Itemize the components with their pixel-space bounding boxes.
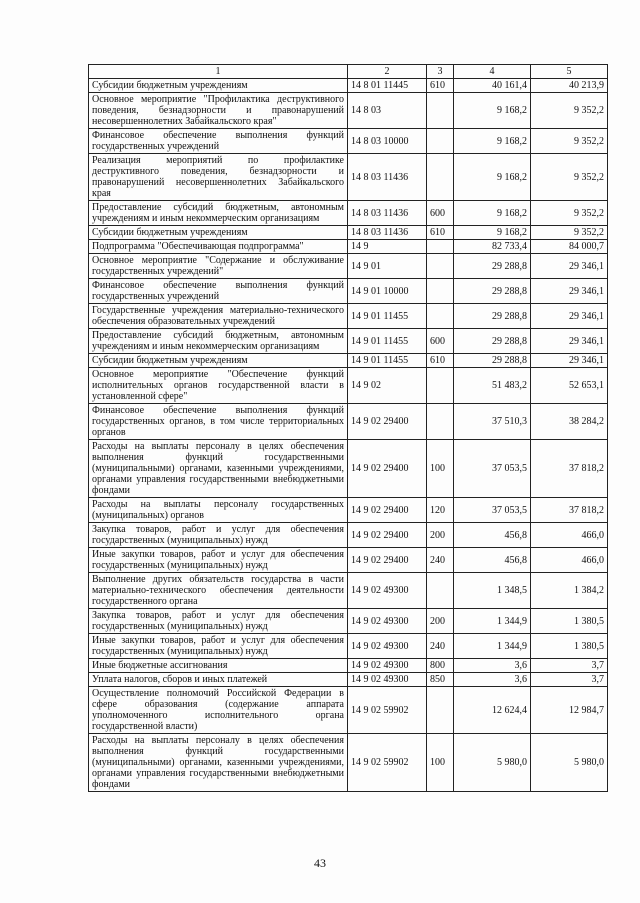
row-amount-year2-cell: 9 352,2 [531, 154, 608, 201]
row-name-cell: Финансовое обеспечение выполнения функций государственных учреждений [89, 129, 348, 154]
row-amount-year2-cell: 29 346,1 [531, 304, 608, 329]
table-row [89, 673, 608, 687]
row-expense-type-cell [427, 279, 454, 304]
row-code-cell: 14 9 02 [348, 368, 427, 404]
row-code-cell: 14 9 01 11455 [348, 329, 427, 354]
row-name-cell: Иные закупки товаров, работ и услуг для обеспечения государственных (муниципальных) нужд [89, 548, 348, 573]
row-amount-year1-cell: 9 168,2 [454, 226, 531, 240]
table-row [89, 687, 608, 734]
row-amount-year1-cell: 29 288,8 [454, 304, 531, 329]
row-expense-type-cell: 800 [427, 659, 454, 673]
row-amount-year1-cell: 1 348,5 [454, 573, 531, 609]
table-row [89, 548, 608, 573]
row-amount-year1-cell: 29 288,8 [454, 329, 531, 354]
budget-table [88, 64, 608, 792]
row-amount-year2-cell: 9 352,2 [531, 201, 608, 226]
row-expense-type-cell [427, 240, 454, 254]
row-name-cell: Расходы на выплаты персоналу в целях обеспечения выполнения функций государственными (муниципальными) органами, казенными учреждениями, органами управления государственными внебюджетными фондами [89, 440, 348, 498]
table-row [89, 226, 608, 240]
row-code-cell: 14 9 02 29400 [348, 440, 427, 498]
row-expense-type-cell: 610 [427, 79, 454, 93]
row-amount-year2-cell: 37 818,2 [531, 440, 608, 498]
row-amount-year1-cell: 9 168,2 [454, 129, 531, 154]
row-code-cell: 14 8 03 11436 [348, 201, 427, 226]
row-amount-year1-cell: 9 168,2 [454, 154, 531, 201]
row-amount-year1-cell: 37 053,5 [454, 440, 531, 498]
table-row [89, 79, 608, 93]
row-amount-year2-cell: 9 352,2 [531, 129, 608, 154]
row-amount-year1-cell: 9 168,2 [454, 201, 531, 226]
row-code-cell: 14 9 [348, 240, 427, 254]
table-row [89, 523, 608, 548]
row-name-cell: Расходы на выплаты персоналу государственных (муниципальных) органов [89, 498, 348, 523]
row-expense-type-cell: 600 [427, 201, 454, 226]
row-expense-type-cell: 200 [427, 523, 454, 548]
row-expense-type-cell [427, 687, 454, 734]
row-code-cell: 14 8 03 10000 [348, 129, 427, 154]
table-row [89, 498, 608, 523]
row-amount-year1-cell: 456,8 [454, 523, 531, 548]
row-amount-year2-cell: 29 346,1 [531, 254, 608, 279]
row-name-cell: Закупка товаров, работ и услуг для обеспечения государственных (муниципальных) нужд [89, 609, 348, 634]
row-amount-year2-cell: 37 818,2 [531, 498, 608, 523]
row-code-cell: 14 9 02 49300 [348, 573, 427, 609]
row-name-cell: Осуществление полномочий Российской Федерации в сфере образования (содержание аппарата уполномоченного исполнительного органа государственной власти) [89, 687, 348, 734]
row-name-cell: Предоставление субсидий бюджетным, автономным учреждениям и иным некоммерческим организациям [89, 329, 348, 354]
row-name-cell: Финансовое обеспечение выполнения функций государственных органов, в том числе территориальных органов [89, 404, 348, 440]
table-row [89, 240, 608, 254]
row-amount-year2-cell: 38 284,2 [531, 404, 608, 440]
row-name-cell: Субсидии бюджетным учреждениям [89, 226, 348, 240]
row-name-cell: Основное мероприятие "Содержание и обслуживание государственных учреждений" [89, 254, 348, 279]
table-row [89, 634, 608, 659]
row-amount-year1-cell: 82 733,4 [454, 240, 531, 254]
row-code-cell: 14 9 01 11455 [348, 354, 427, 368]
row-amount-year1-cell: 40 161,4 [454, 79, 531, 93]
row-name-cell: Финансовое обеспечение выполнения функций государственных учреждений [89, 279, 348, 304]
row-amount-year2-cell: 29 346,1 [531, 329, 608, 354]
row-code-cell: 14 9 02 29400 [348, 498, 427, 523]
row-expense-type-cell: 200 [427, 609, 454, 634]
header-col-3: 3 [427, 65, 454, 79]
row-amount-year2-cell: 1 380,5 [531, 609, 608, 634]
row-expense-type-cell: 100 [427, 440, 454, 498]
row-code-cell: 14 9 02 29400 [348, 548, 427, 573]
row-name-cell: Предоставление субсидий бюджетным, автономным учреждениям и иным некоммерческим организациям [89, 201, 348, 226]
row-name-cell: Расходы на выплаты персоналу в целях обеспечения выполнения функций государственными (муниципальными) органами, казенными учреждениями, органами управления государственными внебюджетными фондами [89, 734, 348, 792]
row-expense-type-cell: 240 [427, 634, 454, 659]
table-row [89, 304, 608, 329]
row-amount-year2-cell: 3,7 [531, 673, 608, 687]
row-expense-type-cell: 120 [427, 498, 454, 523]
table-row [89, 609, 608, 634]
row-code-cell: 14 8 03 11436 [348, 226, 427, 240]
header-col-1: 1 [89, 65, 348, 79]
row-name-cell: Субсидии бюджетным учреждениям [89, 79, 348, 93]
row-amount-year1-cell: 3,6 [454, 673, 531, 687]
row-expense-type-cell: 600 [427, 329, 454, 354]
row-amount-year2-cell: 52 653,1 [531, 368, 608, 404]
header-col-4: 4 [454, 65, 531, 79]
row-amount-year2-cell: 466,0 [531, 548, 608, 573]
row-name-cell: Реализация мероприятий по профилактике деструктивного поведения, безнадзорности и правонарушений несовершеннолетних Забайкальского края [89, 154, 348, 201]
table-row [89, 440, 608, 498]
row-amount-year2-cell: 9 352,2 [531, 226, 608, 240]
row-amount-year1-cell: 29 288,8 [454, 279, 531, 304]
row-code-cell: 14 9 01 11455 [348, 304, 427, 329]
row-amount-year2-cell: 466,0 [531, 523, 608, 548]
row-code-cell: 14 8 01 11445 [348, 79, 427, 93]
row-amount-year2-cell: 5 980,0 [531, 734, 608, 792]
table-row [89, 573, 608, 609]
row-amount-year2-cell: 9 352,2 [531, 93, 608, 129]
row-amount-year1-cell: 29 288,8 [454, 354, 531, 368]
row-expense-type-cell [427, 368, 454, 404]
row-amount-year2-cell: 29 346,1 [531, 354, 608, 368]
row-name-cell: Основное мероприятие "Профилактика деструктивного поведения, безнадзорности и правонарушений несовершеннолетних Забайкальского края" [89, 93, 348, 129]
row-name-cell: Иные закупки товаров, работ и услуг для обеспечения государственных (муниципальных) нужд [89, 634, 348, 659]
row-amount-year1-cell: 456,8 [454, 548, 531, 573]
row-code-cell: 14 9 02 49300 [348, 659, 427, 673]
row-amount-year1-cell: 51 483,2 [454, 368, 531, 404]
table-row [89, 354, 608, 368]
row-code-cell: 14 9 01 10000 [348, 279, 427, 304]
header-col-5: 5 [531, 65, 608, 79]
table-row [89, 659, 608, 673]
page-number: 43 [314, 856, 326, 870]
row-expense-type-cell: 610 [427, 354, 454, 368]
row-expense-type-cell [427, 93, 454, 129]
row-amount-year1-cell: 29 288,8 [454, 254, 531, 279]
table-row [89, 279, 608, 304]
row-name-cell: Уплата налогов, сборов и иных платежей [89, 673, 348, 687]
table-row [89, 129, 608, 154]
table-row [89, 154, 608, 201]
row-expense-type-cell [427, 129, 454, 154]
row-amount-year2-cell: 29 346,1 [531, 279, 608, 304]
row-name-cell: Иные бюджетные ассигнования [89, 659, 348, 673]
header-col-2: 2 [348, 65, 427, 79]
row-code-cell: 14 9 01 [348, 254, 427, 279]
row-expense-type-cell [427, 304, 454, 329]
row-expense-type-cell [427, 254, 454, 279]
table-row [89, 404, 608, 440]
row-expense-type-cell [427, 154, 454, 201]
row-name-cell: Субсидии бюджетным учреждениям [89, 354, 348, 368]
table-row [89, 93, 608, 129]
row-expense-type-cell: 610 [427, 226, 454, 240]
table-row [89, 368, 608, 404]
row-code-cell: 14 8 03 11436 [348, 154, 427, 201]
table-row [89, 201, 608, 226]
row-code-cell: 14 8 03 [348, 93, 427, 129]
row-expense-type-cell [427, 404, 454, 440]
row-code-cell: 14 9 02 59902 [348, 687, 427, 734]
row-name-cell: Выполнение других обязательств государства в части материально-технического обеспечения деятельности государственного органа [89, 573, 348, 609]
row-code-cell: 14 9 02 59902 [348, 734, 427, 792]
row-amount-year2-cell: 84 000,7 [531, 240, 608, 254]
row-code-cell: 14 9 02 29400 [348, 404, 427, 440]
row-expense-type-cell: 850 [427, 673, 454, 687]
row-name-cell: Государственные учреждения материально-технического обеспечения образовательных учреждений [89, 304, 348, 329]
row-amount-year2-cell: 40 213,9 [531, 79, 608, 93]
table-row [89, 254, 608, 279]
table-body [89, 79, 608, 792]
row-name-cell: Закупка товаров, работ и услуг для обеспечения государственных (муниципальных) нужд [89, 523, 348, 548]
row-amount-year1-cell: 37 510,3 [454, 404, 531, 440]
row-expense-type-cell: 100 [427, 734, 454, 792]
row-amount-year1-cell: 3,6 [454, 659, 531, 673]
table-row [89, 329, 608, 354]
row-name-cell: Подпрограмма "Обеспечивающая подпрограмма" [89, 240, 348, 254]
row-amount-year2-cell: 1 384,2 [531, 573, 608, 609]
row-amount-year1-cell: 1 344,9 [454, 609, 531, 634]
row-amount-year2-cell: 3,7 [531, 659, 608, 673]
row-code-cell: 14 9 02 49300 [348, 609, 427, 634]
row-amount-year1-cell: 37 053,5 [454, 498, 531, 523]
row-code-cell: 14 9 02 49300 [348, 673, 427, 687]
row-code-cell: 14 9 02 49300 [348, 634, 427, 659]
row-amount-year1-cell: 5 980,0 [454, 734, 531, 792]
row-code-cell: 14 9 02 29400 [348, 523, 427, 548]
row-amount-year1-cell: 12 624,4 [454, 687, 531, 734]
row-name-cell: Основное мероприятие "Обеспечение функций исполнительных органов государственной власти в установленной сфере" [89, 368, 348, 404]
table-row [89, 734, 608, 792]
row-expense-type-cell: 240 [427, 548, 454, 573]
row-amount-year2-cell: 12 984,7 [531, 687, 608, 734]
row-amount-year1-cell: 1 344,9 [454, 634, 531, 659]
row-expense-type-cell [427, 573, 454, 609]
row-amount-year1-cell: 9 168,2 [454, 93, 531, 129]
table-header-row [89, 65, 608, 79]
row-amount-year2-cell: 1 380,5 [531, 634, 608, 659]
